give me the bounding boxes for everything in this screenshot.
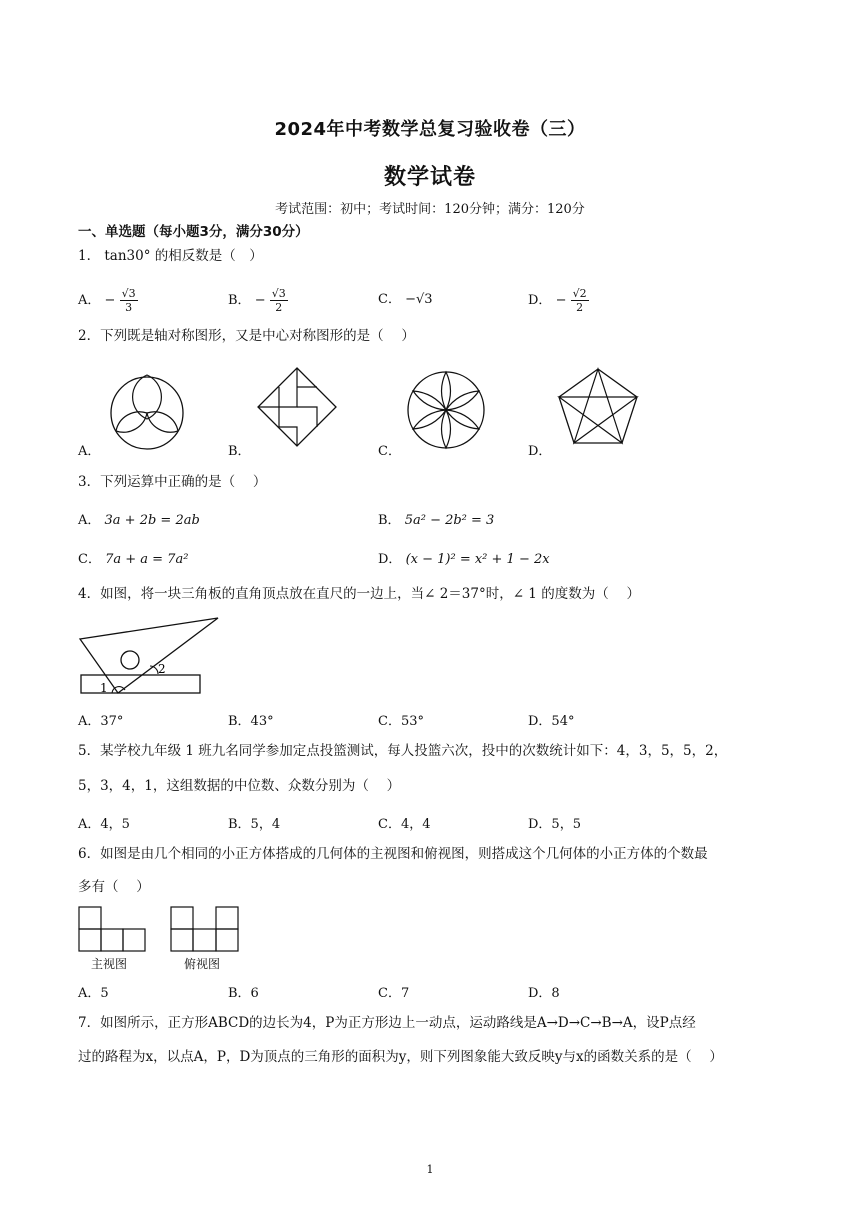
q1-b-fraction: $\frac{√3}{2}$: [271, 287, 286, 314]
q1-option-b: B． − $\frac{√3}{2}$: [228, 287, 286, 314]
q1-option-c: C． −√3: [378, 292, 433, 307]
question-3-stem: 3．下列运算中正确的是（ ）: [78, 474, 267, 490]
q1-option-a: A． − $\frac{√3}{3}$: [78, 287, 136, 314]
q6-top-view: [170, 905, 242, 953]
q6-option-d: D．8: [528, 986, 560, 1001]
question-1-stem: 1． tan30° 的相反数是（ ）: [78, 248, 263, 264]
q3-option-d: D． (x − 1)² = x² + 1 − 2x: [378, 552, 550, 567]
q4-angle-2-label: 2: [158, 662, 166, 676]
q6-option-b: B．6: [228, 986, 259, 1001]
question-6-line1: 6．如图是由几个相同的小正方体搭成的几何体的主视图和俯视图，则搭成这个几何体的小正方体的个数最: [78, 846, 708, 862]
question-6-line2: 多有（ ）: [78, 879, 150, 895]
q6-front-view-caption: 主视图: [91, 957, 128, 971]
q2-option-b: B．: [228, 444, 251, 459]
q4-angle-1-label: 1: [100, 681, 108, 695]
page-number: 1: [426, 1163, 434, 1176]
q6-top-view-caption: 俯视图: [184, 957, 221, 971]
question-5-line1: 5．某学校九年级 1 班九名同学参加定点投篮测试，每人投篮六次，投中的次数统计如下：4，3，5，5，2，: [78, 743, 728, 759]
q2-option-d: D．: [528, 444, 552, 459]
question-7-line2: 过的路程为x，以点A，P，D为顶点的三角形的面积为y，则下列图象能大致反映y与x的函数关系的是（ ）: [78, 1049, 723, 1065]
q2-option-c: C．: [378, 444, 401, 459]
q3-option-b: B． 5a² − 2b² = 3: [378, 513, 495, 528]
q1-d-sign: −: [555, 293, 567, 308]
q1-c-value: −√3: [405, 292, 433, 307]
q5-option-c: C．4，4: [378, 817, 431, 832]
q2-figure-d: [555, 366, 641, 448]
q4-ruler-triangle-figure: [78, 614, 223, 696]
question-7-line1: 7．如图所示，正方形ABCD的边长为4，P为正方形边上一动点，运动路线是A→D→C→B→A，设P点经: [78, 1015, 696, 1031]
q4-option-c: C．53°: [378, 714, 424, 729]
section-heading: 一、单选题（每小题3分，满分30分）: [78, 224, 309, 240]
q3-option-a: A． 3a + 2b = 2ab: [78, 513, 200, 528]
q4-option-a: A．37°: [78, 714, 124, 729]
q1-b-sign: −: [254, 293, 266, 308]
q6-option-a: A．5: [78, 986, 109, 1001]
q1-option-d: D． − $\frac{√2}{2}$: [528, 287, 587, 314]
q5-option-a: A．4，5: [78, 817, 130, 832]
q1-d-fraction: $\frac{√2}{2}$: [572, 287, 587, 314]
question-5-line2: 5，3，4，1，这组数据的中位数、众数分别为（ ）: [78, 778, 401, 794]
q4-option-b: B．43°: [228, 714, 274, 729]
q2-option-a: A．: [78, 444, 101, 459]
q6-front-view: [78, 905, 148, 953]
q1-a-sign: −: [104, 293, 116, 308]
q6-option-c: C．7: [378, 986, 410, 1001]
q3-option-c: C． 7a + a = 7a²: [78, 552, 189, 567]
exam-title: 2024年中考数学总复习验收卷（三）: [274, 119, 586, 140]
q2-figure-b: [255, 365, 340, 450]
q2-figure-c: [404, 368, 488, 452]
q5-option-d: D．5，5: [528, 817, 581, 832]
q1-a-fraction: $\frac{√3}{3}$: [121, 287, 136, 314]
question-4-stem: 4．如图，将一块三角板的直角顶点放在直尺的一边上，当∠ 2＝37°时，∠ 1 的度数为（ ）: [78, 586, 640, 602]
q5-option-b: B．5，4: [228, 817, 281, 832]
exam-info: 考试范围：初中；考试时间：120分钟；满分：120分: [275, 202, 585, 217]
exam-subtitle: 数学试卷: [383, 165, 476, 190]
q2-figure-a: [100, 371, 195, 451]
q4-option-d: D．54°: [528, 714, 575, 729]
question-2-stem: 2．下列既是轴对称图形，又是中心对称图形的是（ ）: [78, 328, 415, 344]
